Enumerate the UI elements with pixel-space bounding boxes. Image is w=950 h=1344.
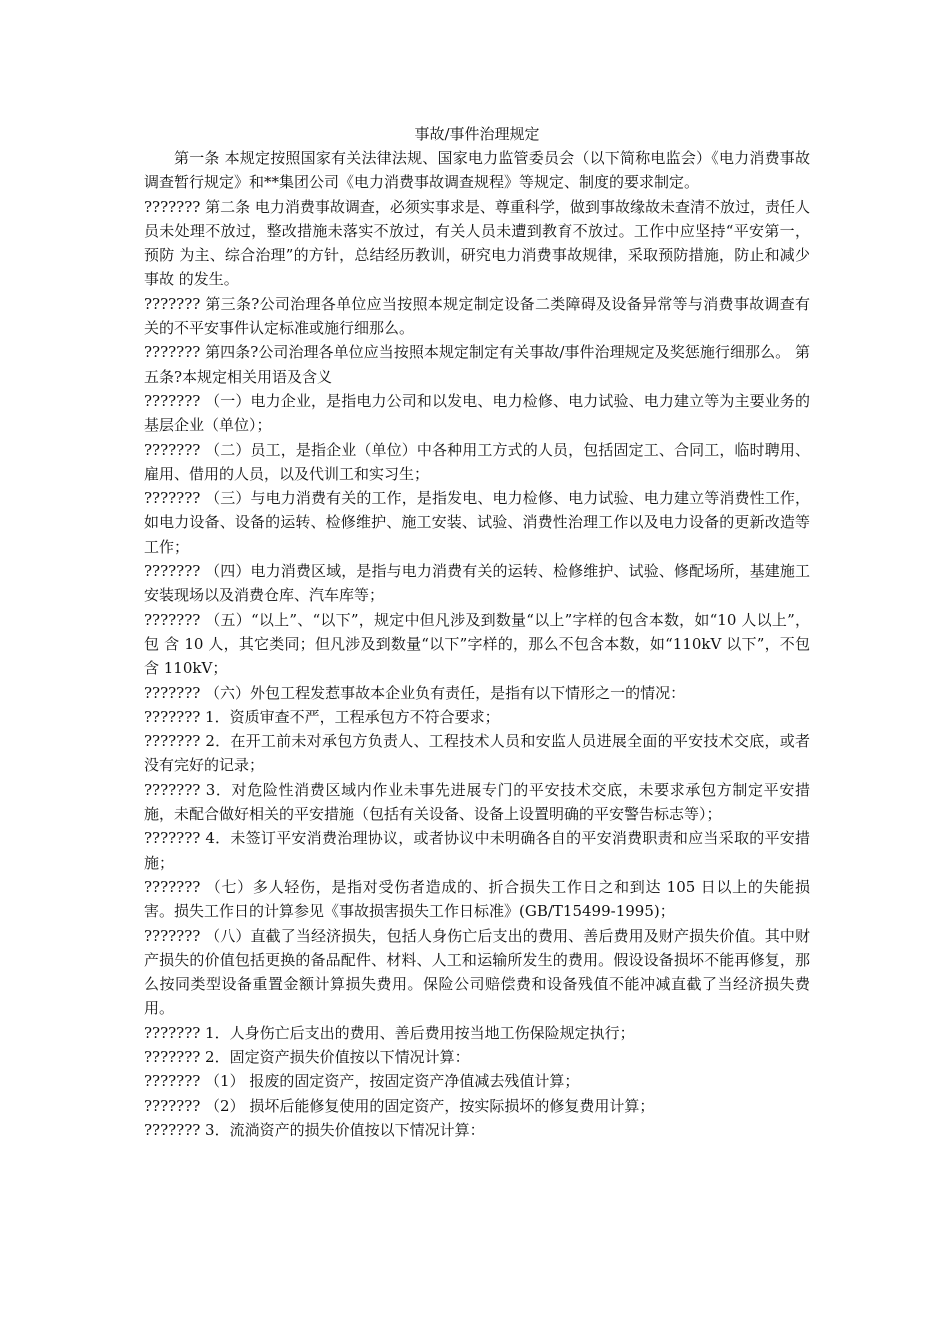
document-paragraph: ??????? 第三条?公司治理各单位应当按照本规定制定设备二类障碍及设备异常等与消费事故调查有关的不平安事件认定标准或施行细那么。	[144, 294, 810, 338]
document-paragraph: 第一条 本规定按照国家有关法律法规、国家电力监管委员会（以下简称电监会）《电力消费事故调查暂行规定》和**集团公司《电力消费事故调查规程》等规定、制度的要求制定。	[144, 149, 810, 192]
document-title: 事故/事件治理规定	[414, 125, 540, 143]
document-paragraph: ??????? （三）与电力消费有关的工作，是指发电、电力检修、电力试验、电力建立等消费性工作，如电力设备、设备的运转、检修维护、施工安装、试验、消费性治理工作以及电力设备的更新改造等工作；	[144, 489, 810, 556]
document-paragraph: ??????? 1．人身伤亡后支出的费用、善后费用按当地工伤保险规定执行；	[144, 1023, 635, 1042]
document-paragraph: ??????? （二）员工，是指企业（单位）中各种用工方式的人员，包括固定工、合同工，临时聘用、雇用、借用的人员，以及代训工和实习生；	[144, 440, 810, 483]
paragraph-list	[144, 146, 810, 1142]
document-paragraph: ??????? （1） 报废的固定资产，按固定资产净值减去残值计算；	[144, 1072, 580, 1091]
document-paragraph: ??????? （七）多人轻伤，是指对受伤者造成的、折合损失工作日之和到达 105 日以上的失能损害。损失工作日的计算参见《事故损害损失工作日标准》(GB/T15499-1995)；	[144, 877, 810, 921]
document-paragraph: ??????? 第二条 电力消费事故调查，必须实事求是、尊重科学，做到事故缘故未查清不放过，责任人员未处理不放过，整改措施未落实不放过，有关人员未遭到教育不放过。工作中应坚持“平安第一，预防 为主、综合治理”的方针，总结经历教训，研究电力消费事故规律，采取预防措施，防止和减少事故 的发生。	[144, 197, 810, 289]
document-paragraph: ??????? （四）电力消费区域，是指与电力消费有关的运转、检修维护、试验、修配场所，基建施工安装现场以及消费仓库、汽车库等；	[144, 562, 810, 605]
document-paragraph: ??????? （一）电力企业，是指电力公司和以发电、电力检修、电力试验、电力建立等为主要业务的基层企业（单位）；	[144, 391, 810, 435]
document-paragraph: ??????? 1．资质审查不严，工程承包方不符合要求；	[144, 707, 500, 726]
document-paragraph: ??????? （2） 损坏后能修复使用的固定资产，按实际损坏的修复费用计算；	[144, 1096, 655, 1115]
document-paragraph: ??????? 第四条?公司治理各单位应当按照本规定制定有关事故/事件治理规定及奖惩施行细那么。 第五条?本规定相关用语及含义	[144, 343, 810, 386]
document-paragraph: ??????? 2．固定资产损失价值按以下情况计算：	[144, 1047, 470, 1066]
document-paragraph: ??????? 3．对危险性消费区域内作业未事先进展专门的平安技术交底，未要求承包方制定平安措施，未配合做好相关的平安措施（包括有关设备、设备上设置明确的平安警告标志等）；	[144, 780, 810, 824]
document-paragraph: ??????? 3．流淌资产的损失价值按以下情况计算：	[144, 1120, 485, 1139]
document-paragraph: ??????? （八）直截了当经济损失，包括人身伤亡后支出的费用、善后费用及财产损失价值。其中财产损失的价值包括更换的备品配件、材料、人工和运输所发生的费用。假设设备损坏不能再修复，那么按同类型设备重置金额计算损失费用。保险公司赔偿费和设备残值不能冲减直截了当经济损失费用。	[144, 926, 810, 1018]
document-body	[144, 122, 810, 1142]
document-paragraph: ??????? 4．未签订平安消费治理协议，或者协议中未明确各自的平安消费职责和应当采取的平安措施；	[144, 829, 810, 872]
document-paragraph: ??????? 2．在开工前未对承包方负责人、工程技术人员和安监人员进展全面的平安技术交底，或者没有完好的记录；	[144, 732, 810, 775]
document-paragraph: ??????? （六）外包工程发惹事故本企业负有责任，是指有以下情形之一的情况：	[144, 683, 686, 702]
document-paragraph: ??????? （五）“以上”、“以下”，规定中但凡涉及到数量“以上”字样的包含本数，如“10 人以上”，包 含 10 人，其它类同；但凡涉及到数量“以下”字样的，那么不包含本数，如“110kV 以下”，不包含 110kV；	[144, 610, 810, 678]
